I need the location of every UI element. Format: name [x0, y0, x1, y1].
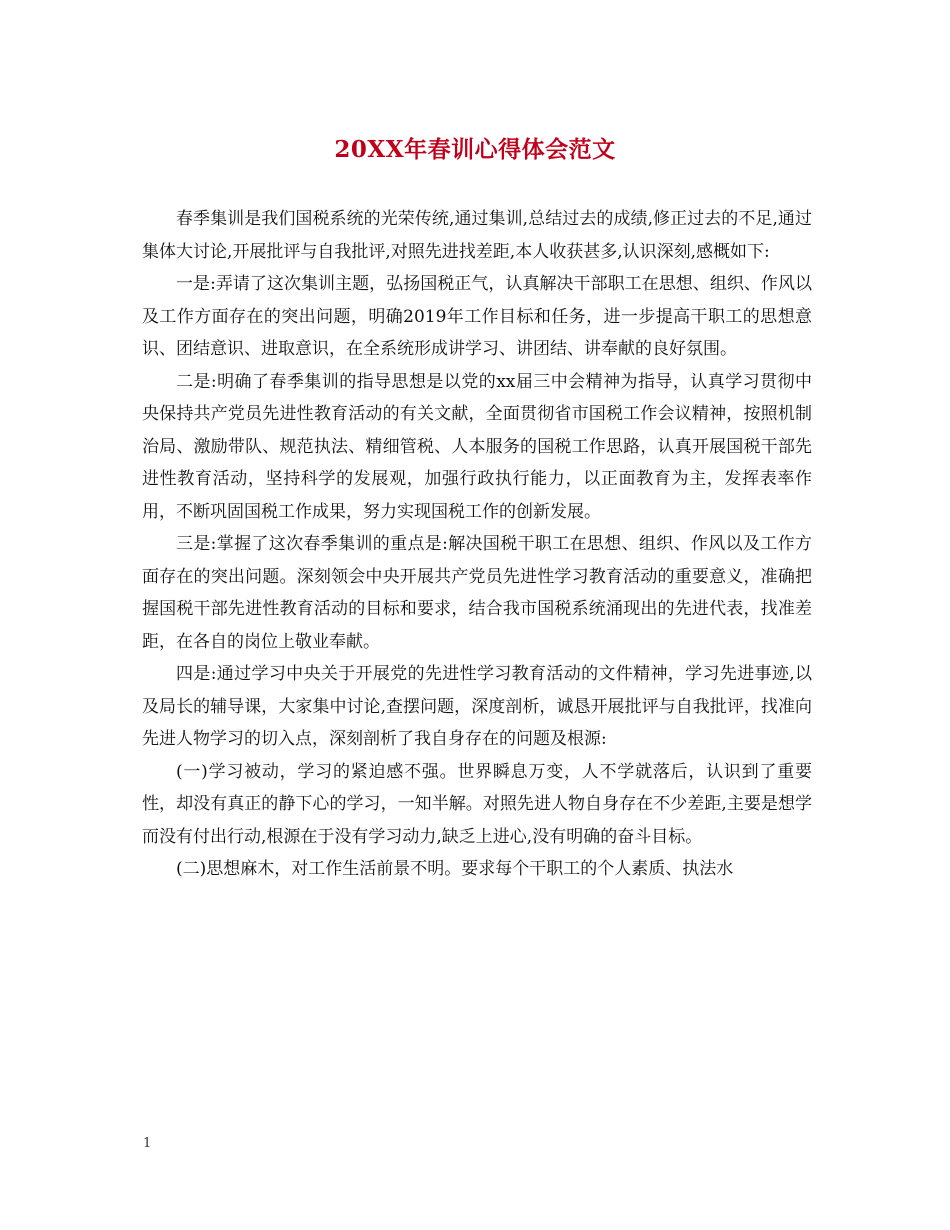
paragraph-point-three: 三是:掌握了这次春季集训的重点是:解决国税干职工在思想、组织、作风以及工作方面存在的突出问题。深刻领会中央开展共产党员先进性学习教育活动的重要意义，准确把握国税干部先进性教育活动的目标和要求，结合我市国税系统涌现出的先进代表，找准差距，在各自的岗位上敬业奉献。 [142, 534, 812, 652]
paragraph-point-one: 一是:弄请了这次集训主题，弘扬国税正气，认真解决干部职工在思想、组织、作风以及工作方面存在的突出问题，明确2019年工作目标和任务，进一步提高干职工的思想意识、团结意识、进取意识，在全系统形成讲学习、讲团结、讲奉献的良好氛围。 [142, 274, 812, 359]
document-title: 20XX年春训心得体会范文 [334, 136, 616, 163]
paragraph-sub-two: (二)思想麻木，对工作生活前景不明。要求每个干职工的个人素质、执法水 [176, 859, 734, 879]
document-body [142, 203, 812, 886]
paragraph-point-four: 四是:通过学习中央关于开展党的先进性学习教育活动的文件精神，学习先进事迹,以及局长的辅导课，大家集中讨论,查摆问题，深度剖析，诚恳开展批评与自我批评，找准向先进人物学习的切入点，深刻剖析了我自身存在的问题及根源: [142, 664, 812, 749]
paragraph-point-two: 二是:明确了春季集训的指导思想是以党的xx届三中会精神为指导，认真学习贯彻中央保持共产党员先进性教育活动的有关文献，全面贯彻省市国税工作会议精神，按照机制治局、激励带队、规范执法、精细管税、人本服务的国税工作思路，认真开展国税干部先进性教育活动，坚持科学的发展观，加强行政执行能力，以正面教育为主，发挥表率作用，不断巩固国税工作成果，努力实现国税工作的创新发展。 [142, 371, 812, 522]
page-number: 1 [143, 1136, 152, 1151]
paragraph-sub-one: (一)学习被动，学习的紧迫感不强。世界瞬息万变，人不学就落后，认识到了重要性，却没有真正的静下心的学习，一知半解。对照先进人物自身存在不少差距,主要是想学而没有付出行动,根源在于没有学习动力,缺乏上进心,没有明确的奋斗目标。 [142, 761, 812, 847]
paragraph-intro: 春季集训是我们国税系统的光荣传统,通过集训,总结过去的成绩,修正过去的不足,通过集体大讨论,开展批评与自我批评,对照先进找差距,本人收获甚多,认识深刻,感概如下: [142, 209, 812, 262]
